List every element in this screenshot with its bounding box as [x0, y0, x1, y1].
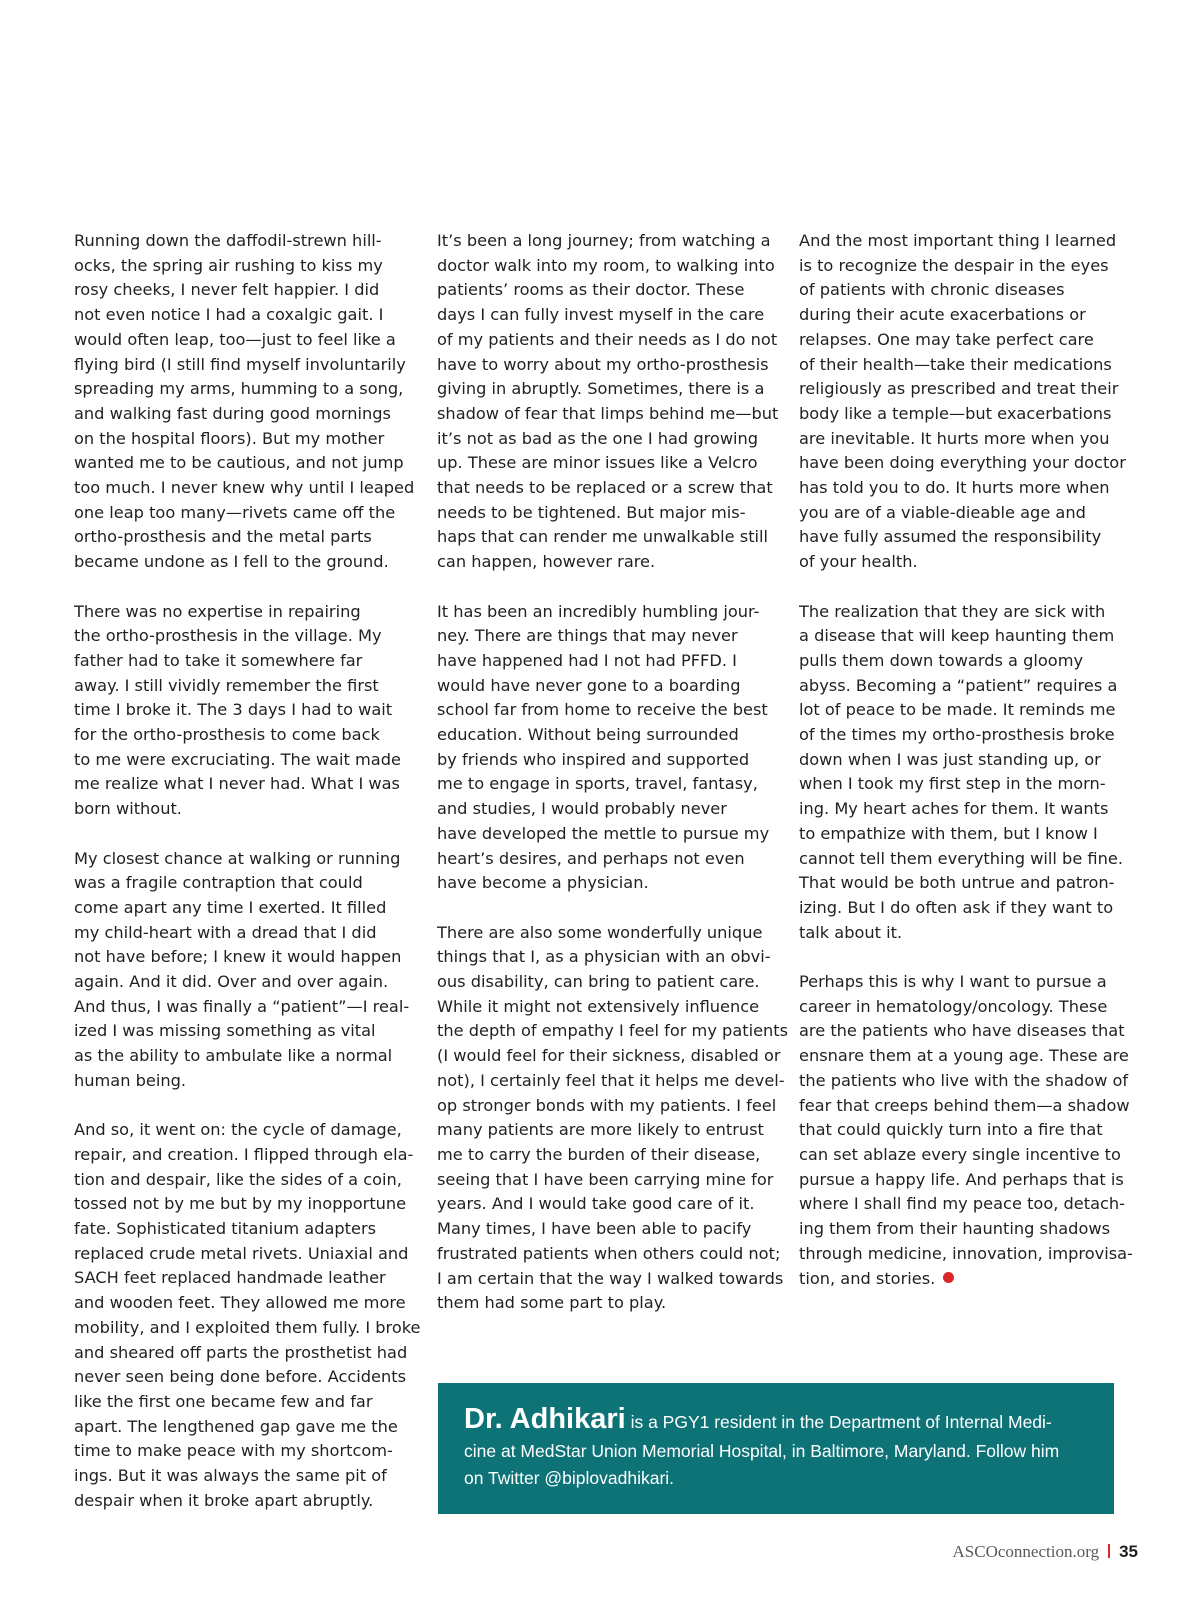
text-line: The realization that they are sick with: [799, 601, 1106, 621]
text-line: time to make peace with my shortcom-: [74, 1441, 393, 1461]
text-line: too much. I never knew why until I leaped: [74, 478, 415, 498]
article-column-2: [437, 229, 789, 1341]
text-line: shadow of fear that limps behind me—but: [437, 403, 779, 423]
text-line: And so, it went on: the cycle of damage,: [74, 1120, 402, 1140]
page-footer: [953, 1542, 1138, 1562]
article-paragraph: [437, 921, 789, 1316]
text-line: come apart any time I exerted. It filled: [74, 897, 387, 917]
text-line: down when I was just standing up, or: [799, 749, 1101, 769]
text-line: tossed not by me but by my inopportune: [74, 1194, 407, 1214]
text-line: things that I, as a physician with an obvi-: [437, 947, 771, 967]
text-line: There are also some wonderfully unique: [437, 922, 763, 942]
text-line: not have before; I knew it would happen: [74, 947, 402, 967]
text-line: And the most important thing I learned: [799, 231, 1117, 250]
text-line: up. These are minor issues like a Velcro: [437, 453, 758, 473]
text-line: haps that can render me unwalkable still: [437, 527, 769, 547]
text-line: ney. There are things that may never: [437, 626, 738, 646]
text-line: flying bird (I still find myself involuntarily: [74, 354, 406, 374]
text-line: again. And it did. Over and over again.: [74, 972, 389, 992]
article-paragraph: [74, 1118, 421, 1513]
bio-line-1-text: is a PGY1 resident in the Department of Internal Medi-: [625, 1412, 1052, 1432]
text-line: them had some part to play.: [437, 1293, 667, 1313]
text-line: the depth of empathy I feel for my patients: [437, 1021, 789, 1041]
page-number: 35: [1119, 1542, 1138, 1561]
text-line: have been doing everything your doctor: [799, 453, 1126, 473]
article-paragraph: [437, 600, 777, 896]
text-line: of patients with chronic diseases: [799, 280, 1065, 300]
text-line: and walking fast during good mornings: [74, 403, 391, 423]
text-line: rosy cheeks, I never felt happier. I did: [74, 280, 380, 300]
text-line: by friends who inspired and supported: [437, 749, 750, 769]
text-line: where I shall find my peace too, detach-: [799, 1194, 1126, 1214]
text-line: is to recognize the despair in the eyes: [799, 255, 1109, 275]
text-line: abyss. Becoming a “patient” requires a: [799, 675, 1118, 695]
footer-site: ASCOconnection.org: [952, 1542, 1100, 1561]
text-line: like the first one became few and far: [74, 1392, 373, 1411]
text-line: patients’ rooms as their doctor. These: [437, 280, 745, 300]
end-of-article-marker: [943, 1272, 954, 1283]
text-line: that could quickly turn into a fire that: [799, 1120, 1103, 1140]
text-line: one leap too many—rivets came off the: [74, 502, 396, 522]
text-line: have to worry about my ortho-prosthesis: [437, 354, 769, 374]
text-line: father had to take it somewhere far: [74, 650, 363, 670]
text-line: and sheared off parts the prosthetist had: [74, 1342, 408, 1362]
text-line: heart’s desires, and perhaps not even: [437, 848, 745, 868]
text-line: me to carry the burden of their disease,: [437, 1144, 761, 1164]
text-line: SACH feet replaced handmade leather: [74, 1268, 386, 1288]
text-line: tion and despair, like the sides of a coin,: [74, 1169, 402, 1189]
text-line: repair, and creation. I flipped through ela-: [74, 1144, 414, 1164]
text-line: (I would feel for their sickness, disabled or: [437, 1046, 781, 1066]
text-line: fate. Sophisticated titanium adapters: [74, 1219, 377, 1239]
text-line: never seen being done before. Accidents: [74, 1367, 407, 1387]
text-line: ings. But it was always the same pit of: [74, 1466, 387, 1486]
text-line: and studies, I would probably never: [437, 799, 727, 819]
text-line: relapses. One may take perfect care: [799, 329, 1094, 349]
text-line: when I took my first step in the morn-: [799, 774, 1106, 794]
text-line: doctor walk into my room, to walking into: [437, 255, 775, 275]
text-line: of the times my ortho-prosthesis broke: [799, 725, 1115, 745]
text-line: education. Without being surrounded: [437, 725, 739, 745]
text-line: apart. The lengthened gap gave me the: [74, 1416, 398, 1436]
text-line: the patients who live with the shadow of: [799, 1070, 1129, 1090]
text-line: seeing that I have been carrying mine for: [437, 1169, 774, 1189]
text-line: human being.: [74, 1070, 187, 1090]
text-line: time I broke it. The 3 days I had to wait: [74, 700, 393, 720]
text-line: ing them from their haunting shadows: [799, 1219, 1111, 1239]
article-paragraph: [74, 847, 414, 1094]
text-line: religiously as prescribed and treat their: [799, 379, 1119, 399]
text-line: years. And I would take good care of it.: [437, 1194, 755, 1214]
text-line: have become a physician.: [437, 873, 649, 893]
text-line: me to engage in sports, travel, fantasy,: [437, 774, 758, 794]
text-line: my child-heart with a dread that I did: [74, 922, 377, 942]
text-line: of their health—take their medications: [799, 354, 1112, 374]
text-line: Perhaps this is why I want to pursue a: [799, 972, 1107, 992]
article-paragraph: [437, 229, 777, 575]
text-line: on the hospital floors). But my mother: [74, 428, 385, 448]
text-line: it’s not as bad as the one I had growing: [437, 428, 759, 448]
text-line: the ortho-prosthesis in the village. My: [74, 626, 382, 646]
article-paragraph: [74, 229, 414, 575]
text-line: cannot tell them everything will be fine.: [799, 848, 1123, 868]
text-line: to empathize with them, but I know I: [799, 823, 1098, 843]
text-line: have fully assumed the responsibility: [799, 527, 1102, 547]
text-line: have developed the mettle to pursue my: [437, 823, 770, 843]
text-line: for the ortho-prosthesis to come back: [74, 725, 380, 745]
text-line: replaced crude metal rivets. Uniaxial and: [74, 1243, 409, 1263]
text-line: and wooden feet. They allowed me more: [74, 1293, 406, 1313]
text-line: born without.: [74, 799, 182, 819]
text-line: It’s been a long journey; from watching a: [437, 231, 771, 250]
text-line: not), I certainly feel that it helps me devel-: [437, 1070, 785, 1090]
text-line: There was no expertise in repairing: [74, 601, 361, 621]
text-line: career in hematology/oncology. These: [799, 996, 1108, 1016]
text-line: frustrated patients when others could not;: [437, 1243, 781, 1263]
article-paragraph: [799, 229, 1139, 575]
text-line: ortho-prosthesis and the metal parts: [74, 527, 372, 547]
text-line: as the ability to ambulate like a normal: [74, 1046, 393, 1066]
text-line: body like a temple—but exacerbations: [799, 403, 1112, 423]
text-line: fear that creeps behind them—a shadow: [799, 1095, 1130, 1115]
article-column-1: [74, 229, 421, 1538]
text-line: have happened had I not had PFFD. I: [437, 650, 737, 670]
article-paragraph: [799, 970, 1139, 1291]
text-line: through medicine, innovation, improvisa-: [799, 1243, 1133, 1263]
text-line: was a fragile contraption that could: [74, 873, 363, 893]
text-line: away. I still vividly remember the first: [74, 675, 379, 695]
text-line: op stronger bonds with my patients. I feel: [437, 1095, 777, 1115]
text-line: I am certain that the way I walked towards: [437, 1268, 784, 1288]
bio-line-1: [464, 1403, 1088, 1438]
bio-line-3: on Twitter @biplovadhikari.: [464, 1468, 675, 1488]
text-line: talk about it.: [799, 922, 903, 942]
footer-separator: [1108, 1544, 1110, 1558]
text-line: mobility, and I exploited them fully. I broke: [74, 1317, 421, 1337]
text-line: tion, and stories.: [799, 1267, 1139, 1292]
text-line: izing. But I do often ask if they want to: [799, 897, 1114, 917]
text-line: ing. My heart aches for them. It wants: [799, 799, 1109, 819]
author-name: Dr. Adhikari: [464, 1403, 626, 1435]
text-line: despair when it broke apart abruptly.: [74, 1490, 374, 1510]
text-line: spreading my arms, humming to a song,: [74, 379, 404, 399]
text-line: can set ablaze every single incentive to: [799, 1144, 1121, 1164]
text-line: are the patients who have diseases that: [799, 1021, 1125, 1041]
text-line: became undone as I fell to the ground.: [74, 552, 389, 572]
text-line: many patients are more likely to entrust: [437, 1120, 764, 1140]
text-line: It has been an incredibly humbling jour-: [437, 601, 760, 621]
text-line: lot of peace to be made. It reminds me: [799, 700, 1116, 720]
text-line: Running down the daffodil-strewn hill-: [74, 231, 382, 250]
text-line: wanted me to be cautious, and not jump: [74, 453, 404, 473]
text-line: would often leap, too—just to feel like a: [74, 329, 396, 349]
text-line: you are of a viable-dieable age and: [799, 502, 1086, 522]
text-line: That would be both untrue and patron-: [799, 873, 1115, 893]
text-line: that needs to be replaced or a screw that: [437, 478, 773, 498]
text-line: of your health.: [799, 552, 918, 572]
text-line: ous disability, can bring to patient care.: [437, 972, 760, 992]
text-line: ensnare them at a young age. These are: [799, 1046, 1129, 1066]
text-line: to me were excruciating. The wait made: [74, 749, 401, 769]
text-line: me realize what I never had. What I was: [74, 774, 400, 794]
text-line: ized I was missing something as vital: [74, 1021, 376, 1041]
article-paragraph: [74, 600, 414, 822]
text-line: Many times, I have been able to pacify: [437, 1219, 752, 1239]
text-line: would have never gone to a boarding: [437, 675, 741, 695]
text-line: And thus, I was finally a “patient”—I real-: [74, 996, 410, 1016]
text-line: has told you to do. It hurts more when: [799, 478, 1110, 498]
author-bio-box: [438, 1383, 1114, 1514]
text-line: days I can fully invest myself in the care: [437, 305, 765, 325]
text-line: of my patients and their needs as I do not: [437, 329, 778, 349]
text-line: school far from home to receive the best: [437, 700, 768, 720]
text-line: My closest chance at walking or running: [74, 848, 401, 868]
text-line: during their acute exacerbations or: [799, 305, 1086, 325]
text-line: pulls them down towards a gloomy: [799, 650, 1084, 670]
text-line: giving in abruptly. Sometimes, there is a: [437, 379, 765, 399]
text-line: needs to be tightened. But major mis-: [437, 502, 746, 522]
text-line: are inevitable. It hurts more when you: [799, 428, 1110, 448]
bio-line-2: cine at MedStar Union Memorial Hospital, in Baltimore, Maryland. Follow him: [464, 1441, 1060, 1461]
text-line: not even notice I had a coxalgic gait. I: [74, 305, 384, 325]
article-column-3: [799, 229, 1139, 1316]
text-line: pursue a happy life. And perhaps that is: [799, 1169, 1124, 1189]
text-line: While it might not extensively influence: [437, 996, 760, 1016]
text-line: ocks, the spring air rushing to kiss my: [74, 255, 383, 275]
text-line: a disease that will keep haunting them: [799, 626, 1115, 646]
text-line: can happen, however rare.: [437, 552, 656, 572]
article-paragraph: [799, 600, 1139, 946]
